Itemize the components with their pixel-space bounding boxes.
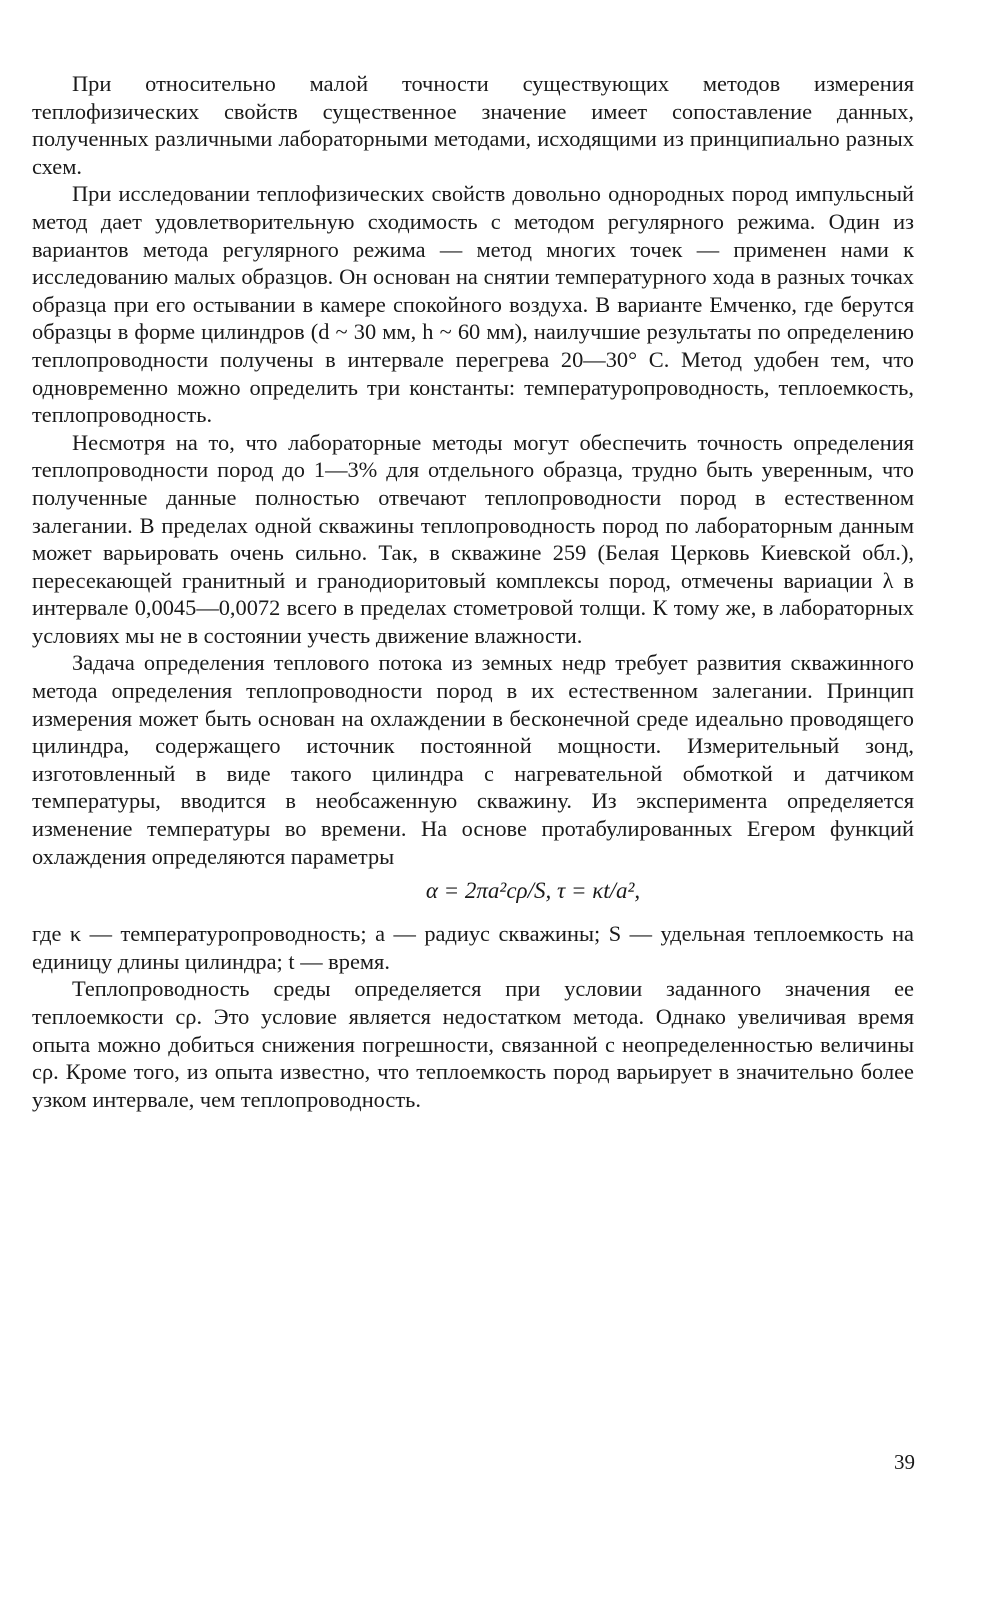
paragraph-3: Несмотря на то, что лабораторные методы могут обеспечить точность определения теплопроводности пород до 1—3% для отдельного образца, трудно быть уверенным, что полученные данные полностью отвечают теплопроводности пород в естественном залегании. В пределах одной скважины теплопроводность пород по лабораторным данным может варьировать очень сильно. Так, в скважине 259 (Белая Церковь Киевской обл.), пересекающей гранитный и гранодиоритовый комплексы пород, отмечены вариации λ в интервале 0,0045—0,0072 всего в пределах стометровой толщи. К тому же, в лабораторных условиях мы не в состоянии учесть движение влажности. bbox=[32, 429, 914, 648]
paragraph-5: Теплопроводность среды определяется при условии заданного значения ее теплоемкости cρ. Это условие является недостатком метода. Однако увеличивая время опыта можно добиться снижения погрешности, связанной с неопределенностью величины cρ. Кроме того, из опыта известно, что теплоемкость пород варьирует в значительно более узком интервале, чем теплопроводность. bbox=[32, 976, 914, 1112]
page-body bbox=[32, 70, 914, 1113]
paragraph-1: При относительно малой точности существующих методов измерения теплофизических свойств существенное значение имеет сопоставление данных, полученных различными лабораторными методами, исходящими из принципиально разных схем. bbox=[32, 71, 914, 179]
formula: α = 2πa²cρ/S, τ = κt/a², bbox=[425, 878, 641, 904]
paragraph-4: Задача определения теплового потока из земных недр требует развития скважинного метода определения теплопроводности пород в их естественном залегании. Принцип измерения может быть основан на охлаждении в бесконечной среде идеально проводящего цилиндра, содержащего источник постоянной мощности. Измерительный зонд, изготовленный в виде такого цилиндра с нагревательной обмоткой и датчиком температуры, вводится в необсаженную скважину. Из эксперимента определяется изменение температуры во времени. На основе протабулированных Егером функций охлаждения определяются параметры bbox=[32, 650, 914, 869]
paragraph-2: При исследовании теплофизических свойств довольно однородных пород импульсный метод дает удовлетворительную сходимость с методом регулярного режима. Один из вариантов метода регулярного режима — метод многих точек — применен нами к исследованию малых образцов. Он основан на снятии температурного хода в разных точках образца при его остывании в камере спокойного воздуха. В варианте Емченко, где берутся образцы в форме цилиндров (d ~ 30 мм, h ~ 60 мм), наилучшие результаты по определению теплопроводности получены в интервале перегрева 20—30° С. Метод удобен тем, что одновременно можно определить три константы: температуропроводность, теплоемкость, теплопроводность. bbox=[32, 181, 914, 428]
formula-explanation: где κ — температуропроводность; a — радиус скважины; S — удельная теплоемкость на единицу длины цилиндра; t — время. bbox=[32, 921, 914, 974]
page-number: 39 bbox=[894, 1450, 915, 1474]
